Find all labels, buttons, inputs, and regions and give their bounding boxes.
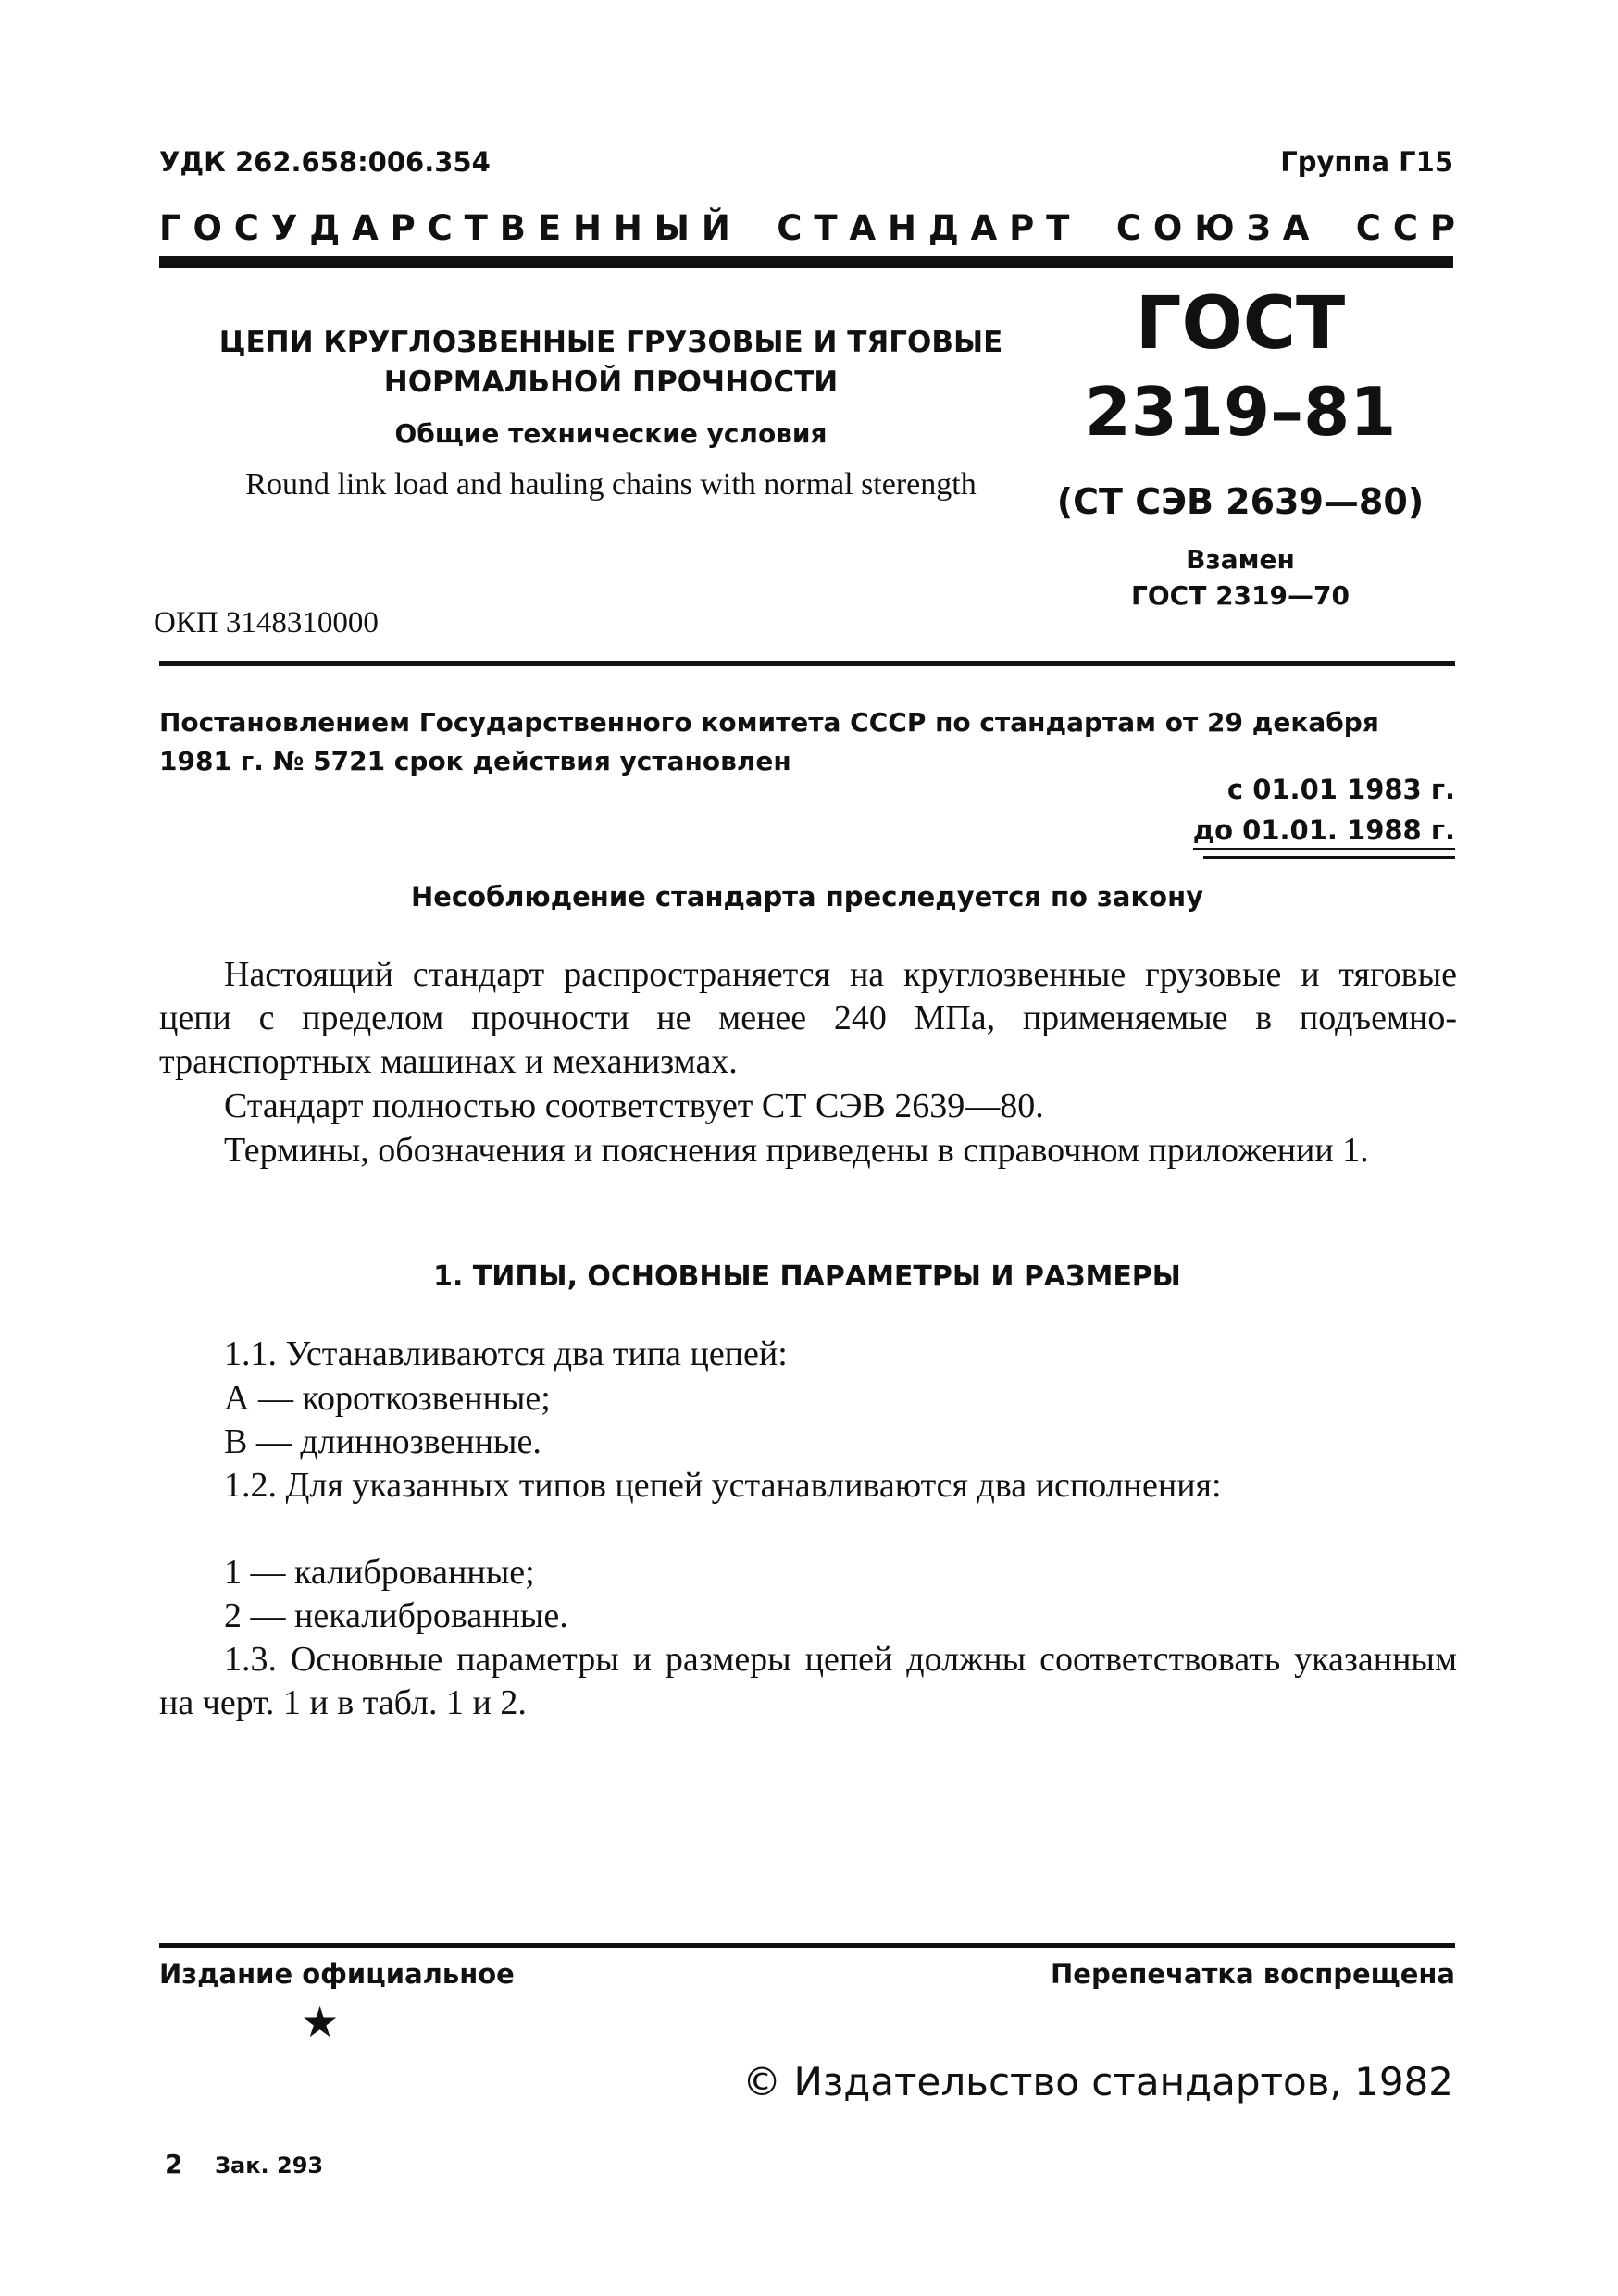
clause-1-1: 1.1. Устанавливаются два типа цепей: xyxy=(224,1334,788,1373)
okp-code: ОКП 3148310000 xyxy=(154,606,379,639)
group-code: Группа Г15 xyxy=(1280,146,1453,178)
penalty-notice: Несоблюдение стандарта преследуется по закону xyxy=(410,881,1204,912)
document-title-line-2: НОРМАЛЬНОЙ ПРОЧНОСТИ xyxy=(383,366,839,399)
version-uncalibrated: 2 — некалиброванные. xyxy=(224,1596,568,1635)
cmea-reference: (СТ СЭВ 2639—80) xyxy=(1056,481,1425,522)
gost-label: ГОСТ xyxy=(1135,282,1346,366)
order-number: Зак. 293 xyxy=(215,2153,324,2178)
decree-text: Постановлением Государственного комитета СССР по стандартам от 29 декабря 1981 г. № 5721 срок действия установлен xyxy=(159,707,1379,776)
udk-code: УДК 262.658:006.354 xyxy=(159,146,491,178)
replaces-value: ГОСТ 2319—70 xyxy=(1131,580,1350,611)
banner-word-2: С Т А Н Д А Р Т xyxy=(777,208,1070,248)
state-standard-banner xyxy=(159,208,1455,248)
footer-rule xyxy=(159,1943,1455,1948)
banner-word-3: С О Ю З А xyxy=(1115,208,1310,248)
replaces-label: Взамен xyxy=(1186,544,1295,575)
banner-word-1: Г О С У Д А Р С Т В Е Н Н Ы Й xyxy=(159,208,730,248)
clause-1-2: 1.2. Для указанных типов цепей устанавливаются два исполнения: xyxy=(224,1466,1222,1505)
valid-from-date: с 01.01 1983 г. xyxy=(1226,774,1455,805)
section-rule xyxy=(159,661,1455,666)
publisher-copyright: © Издательство стандартов, 1982 xyxy=(742,2059,1453,2104)
chain-type-a: А — короткозвенные; xyxy=(224,1379,551,1418)
gost-number: 2319–81 xyxy=(1084,373,1397,451)
version-calibrated: 1 — калиброванные; xyxy=(224,1553,535,1592)
document-subtitle: Общие технические условия xyxy=(394,418,828,449)
reprint-prohibited-label: Перепечатка воспрещена xyxy=(1051,1958,1455,1990)
banner-word-4: С С Р xyxy=(1355,208,1455,248)
document-title-line-1: ЦЕПИ КРУГЛОЗВЕННЫЕ ГРУЗОВЫЕ И ТЯГОВЫЕ xyxy=(218,326,1003,359)
intro-paragraph-compliance: Стандарт полностью соответствует СТ СЭВ 2639—80. xyxy=(224,1086,1044,1125)
section-1-heading: 1. ТИПЫ, ОСНОВНЫЕ ПАРАМЕТРЫ И РАЗМЕРЫ xyxy=(433,1260,1181,1293)
clause-1-3: 1.3. Основные параметры и размеры цепей должны соответствовать указанным на черт. 1 и в табл. 1 и 2. xyxy=(159,1640,1457,1722)
header-rule xyxy=(159,256,1453,268)
valid-to-date: до 01.01. 1988 г. xyxy=(1193,814,1455,850)
date-rule xyxy=(1203,856,1455,859)
chain-type-b: В — длиннозвенные. xyxy=(224,1422,541,1461)
intro-paragraph-terms: Термины, обозначения и пояснения приведены в справочном приложении 1. xyxy=(224,1131,1369,1170)
page-number: 2 xyxy=(165,2149,183,2179)
star-icon: ★ xyxy=(301,1997,340,2047)
intro-paragraph-scope: Настоящий стандарт распространяется на круглозвенные грузовые и тяговые цепи с пределом прочности не менее 240 МПа, применяемые в подъемно-транспортных машинах и механизмах. xyxy=(159,955,1457,1081)
english-title: Round link load and hauling chains with normal sterength xyxy=(245,467,977,502)
official-edition-label: Издание официальное xyxy=(159,1958,515,1990)
